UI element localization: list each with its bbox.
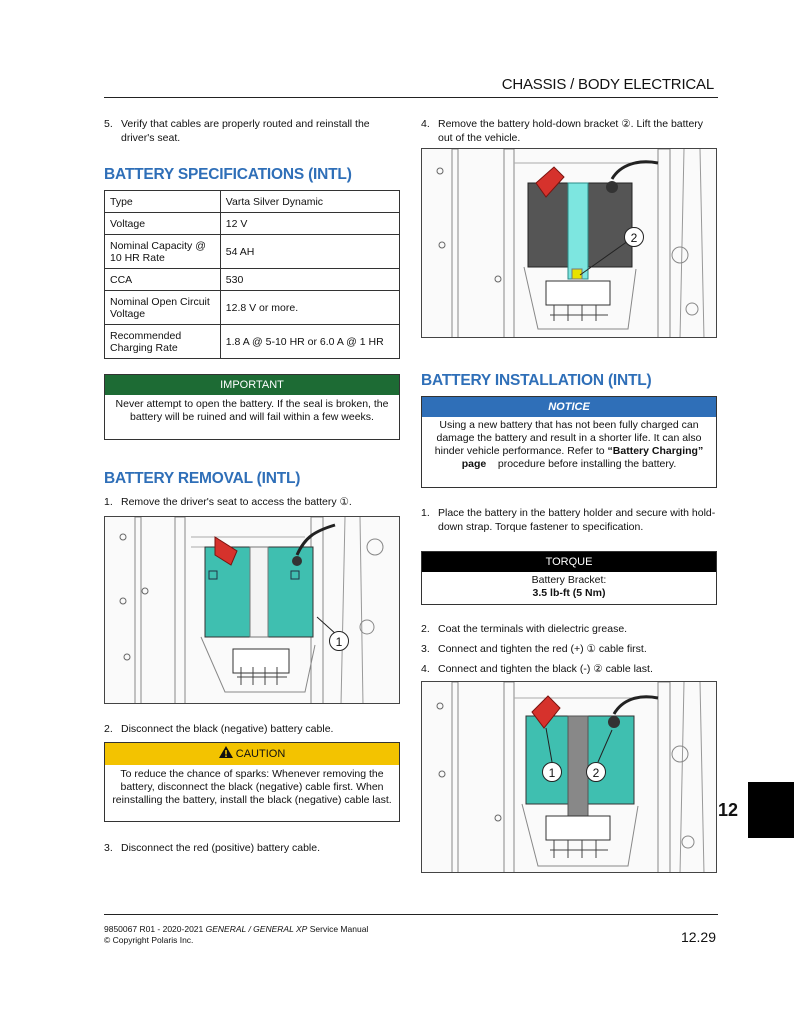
battery-specifications-heading: BATTERY SPECIFICATIONS (INTL) xyxy=(104,166,352,183)
callout-2: 2 xyxy=(586,762,606,782)
footer-copyright: © Copyright Polaris Inc. xyxy=(104,935,194,945)
torque-box xyxy=(421,551,717,605)
notice-box xyxy=(421,396,717,488)
spec-row-voltage xyxy=(105,213,400,235)
step-text: Coat the terminals with dielectric grease. xyxy=(438,623,628,635)
battery-installation-heading: BATTERY INSTALLATION (INTL) xyxy=(421,372,652,389)
step-number: 1. xyxy=(421,507,430,519)
step-number: 2. xyxy=(421,623,430,635)
step-number: 4. xyxy=(421,118,430,130)
install-step-3 xyxy=(421,642,717,658)
chapter-number: 12 xyxy=(718,800,739,820)
step-number: 2. xyxy=(104,723,113,735)
step-text: Disconnect the red (positive) battery cable. xyxy=(121,842,321,854)
step-text: Verify that cables are properly routed and reinstall the driver's seat. xyxy=(121,118,370,144)
step-number: 5. xyxy=(104,118,113,130)
spec-row-open-circuit xyxy=(105,291,400,325)
chapter-tab xyxy=(748,782,794,838)
spec-label: Nominal Open Circuit Voltage xyxy=(105,291,221,325)
important-text: Never attempt to open the battery. If the seal is broken, the battery will be ruined and will fail within a few weeks. xyxy=(115,398,389,423)
step-text: Connect and tighten the red (+) ① cable first. xyxy=(438,643,647,655)
notice-text-part-2: procedure before installing the battery. xyxy=(486,458,677,470)
caution-title: CAUTION xyxy=(235,748,286,760)
torque-title: TORQUE xyxy=(422,552,716,572)
spec-label: Recommended Charging Rate xyxy=(105,325,221,359)
callout-1: 1 xyxy=(329,631,349,651)
spec-value: Varta Silver Dynamic xyxy=(220,191,399,213)
spec-row-type xyxy=(105,191,400,213)
callout-2: 2 xyxy=(624,227,644,247)
hold-down-bracket-illustration xyxy=(422,149,717,338)
caution-text: To reduce the chance of sparks: Whenever removing the battery, disconnect the black (negative) cable first. When reinstalling the battery, install the black (negative) cable last. xyxy=(112,768,392,806)
torque-value: 3.5 lb-ft (5 Nm) xyxy=(532,587,606,599)
battery-location-illustration xyxy=(105,517,400,704)
spec-value: 530 xyxy=(220,269,399,291)
spec-value: 1.8 A @ 5-10 HR or 6.0 A @ 1 HR xyxy=(220,325,399,359)
callout-1: 1 xyxy=(542,762,562,782)
step-text: Remove the driver's seat to access the battery ①. xyxy=(121,496,352,508)
spec-row-charging-rate xyxy=(105,325,400,359)
model-name: GENERAL / GENERAL XP xyxy=(205,924,308,934)
torque-body xyxy=(422,572,716,603)
figure-battery-location xyxy=(104,516,400,704)
step-number: 4. xyxy=(421,663,430,675)
step-text: Disconnect the black (negative) battery cable. xyxy=(121,723,334,735)
removal-step-2 xyxy=(104,722,400,738)
install-step-2 xyxy=(421,622,717,638)
spec-label: Voltage xyxy=(105,213,221,235)
page-header-title: CHASSIS / BODY ELECTRICAL xyxy=(501,76,714,93)
install-step-4 xyxy=(421,662,717,678)
footer-manual-info xyxy=(104,924,368,946)
spec-value: 12 V xyxy=(220,213,399,235)
spec-value: 54 AH xyxy=(220,235,399,269)
removal-step-4 xyxy=(421,117,717,145)
caution-band xyxy=(105,743,399,765)
step-number: 1. xyxy=(104,496,113,508)
removal-step-3 xyxy=(104,841,400,857)
manual-type: Service Manual xyxy=(307,924,369,934)
important-box xyxy=(104,374,400,440)
spec-label: CCA xyxy=(105,269,221,291)
figure-hold-down-bracket xyxy=(421,148,717,338)
cable-connection-illustration xyxy=(422,682,717,873)
spec-label: Nominal Capacity @ 10 HR Rate xyxy=(105,235,221,269)
battery-spec-table xyxy=(104,190,400,359)
important-title: IMPORTANT xyxy=(105,375,399,395)
caution-box xyxy=(104,742,400,822)
notice-text xyxy=(422,417,716,473)
page-number: 12.29 xyxy=(680,929,716,945)
warning-triangle-icon xyxy=(219,746,233,758)
spec-value: 12.8 V or more. xyxy=(220,291,399,325)
notice-text-part-1: Using a new battery that has not been fully charged can damage the battery and result in a shorter life. It can also hinder vehicle performance. Refer to xyxy=(434,419,702,457)
header-divider xyxy=(104,97,718,98)
step-text: Place the battery in the battery holder and secure with hold-down strap. Torque fastener to specification. xyxy=(438,507,716,533)
spec-row-capacity xyxy=(105,235,400,269)
spec-label: Type xyxy=(105,191,221,213)
removal-step-1 xyxy=(104,495,400,511)
manual-number: 9850067 R01 - 2020-2021 xyxy=(104,924,206,934)
figure-cable-connection xyxy=(421,681,717,873)
footer-divider xyxy=(104,914,718,915)
step-text: Connect and tighten the black (-) ② cable last. xyxy=(438,663,653,675)
footer-line-1 xyxy=(104,924,368,935)
install-step-1 xyxy=(421,506,717,548)
notice-title: NOTICE xyxy=(422,397,716,417)
step-5-verify-cables xyxy=(104,117,400,145)
step-text: Remove the battery hold-down bracket ②. Lift the battery out of the vehicle. xyxy=(438,118,704,144)
step-number: 3. xyxy=(421,643,430,655)
torque-item: Battery Bracket: xyxy=(531,574,607,586)
step-number: 3. xyxy=(104,842,113,854)
battery-charging-link[interactable]: “Battery Charging” page xyxy=(461,445,704,470)
spec-row-cca xyxy=(105,269,400,291)
battery-removal-heading: BATTERY REMOVAL (INTL) xyxy=(104,470,301,487)
